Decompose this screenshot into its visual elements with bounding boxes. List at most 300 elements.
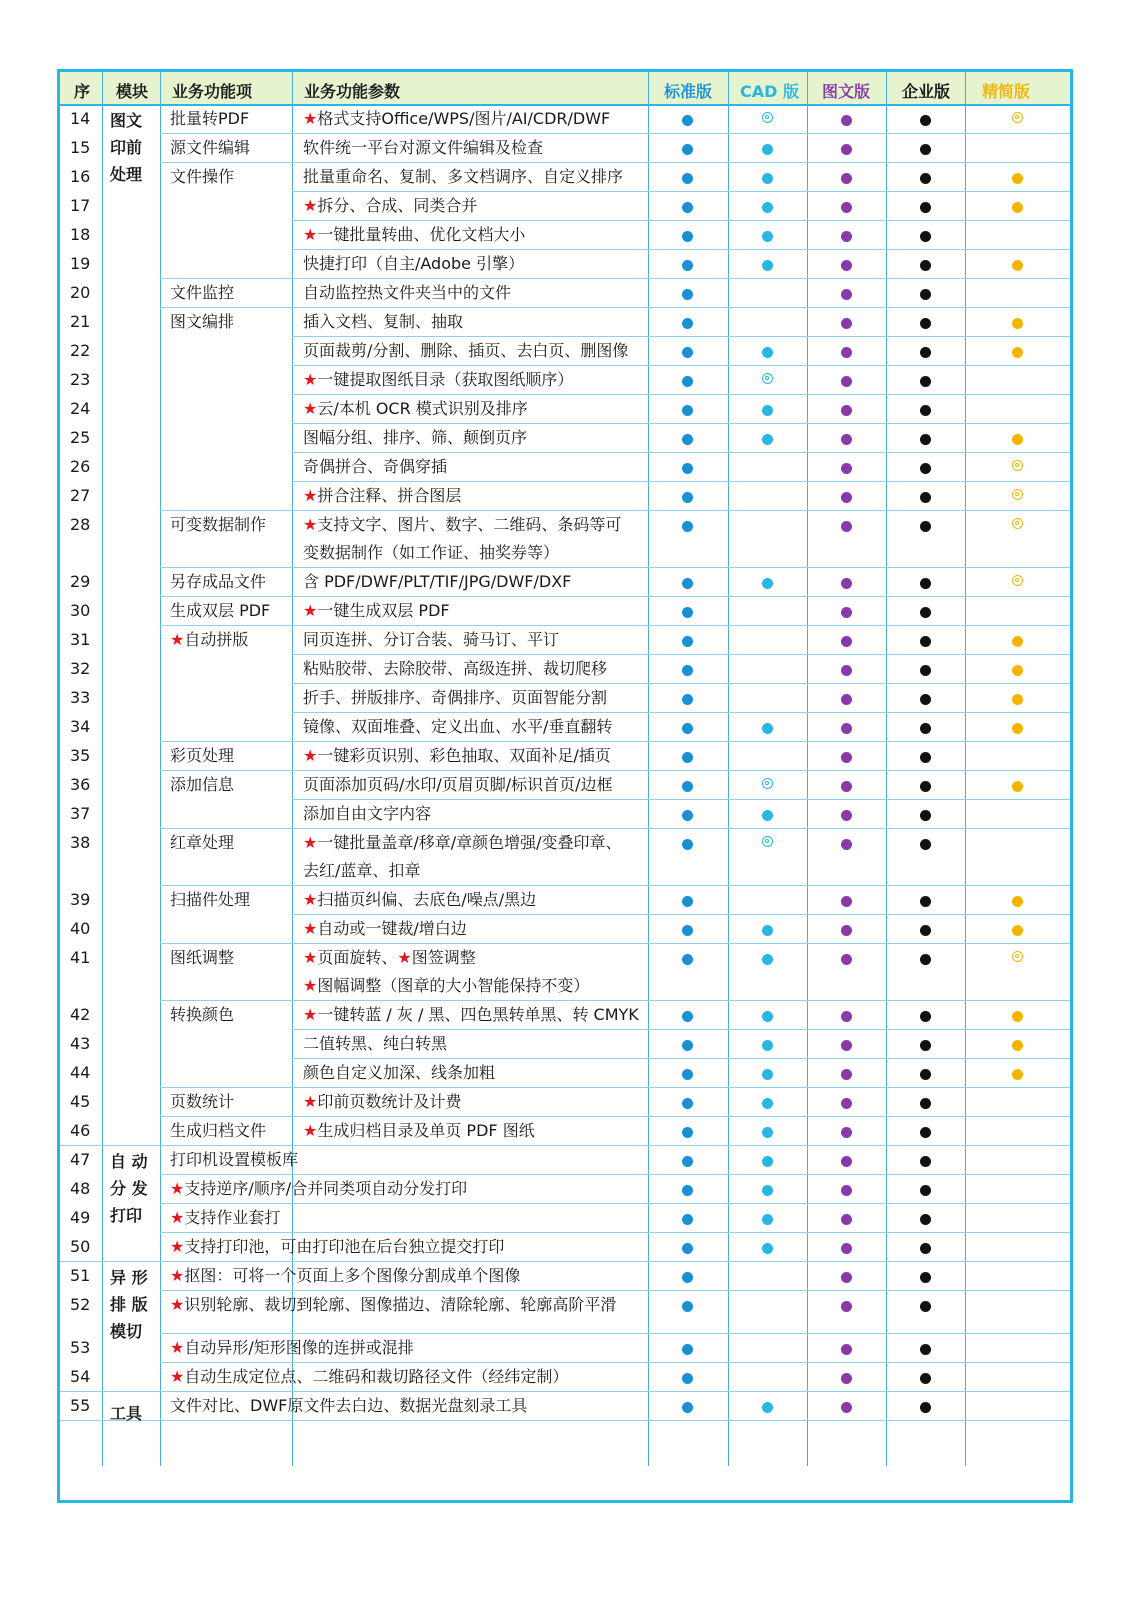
parameter-text: ★印前页数统计及计费 bbox=[303, 1092, 462, 1111]
edition-dot bbox=[1012, 318, 1023, 329]
edition-dot bbox=[682, 1098, 693, 1109]
edition-dot bbox=[682, 1185, 693, 1196]
edition-dot bbox=[841, 347, 852, 358]
edition-ring bbox=[1012, 460, 1023, 471]
edition-dot bbox=[762, 1098, 773, 1109]
edition-dot bbox=[1012, 434, 1023, 445]
edition-dot bbox=[841, 289, 852, 300]
header-edition-graphic: 图文版 bbox=[822, 82, 871, 101]
edition-dot bbox=[682, 1272, 693, 1283]
edition-dot bbox=[682, 1402, 693, 1413]
edition-dot bbox=[841, 896, 852, 907]
row-number: 35 bbox=[70, 746, 91, 765]
edition-dot bbox=[920, 492, 931, 503]
edition-ring bbox=[762, 373, 773, 384]
feature-label: ★抠图：可将一个页面上多个图像分割成单个图像 bbox=[170, 1266, 521, 1285]
row-divider bbox=[160, 133, 1070, 134]
feature-label: 可变数据制作 bbox=[170, 515, 267, 534]
edition-dot bbox=[920, 665, 931, 676]
feature-label: 生成双层 PDF bbox=[170, 601, 271, 620]
edition-dot bbox=[762, 1402, 773, 1413]
edition-dot bbox=[762, 1214, 773, 1225]
table-header bbox=[60, 72, 1070, 106]
edition-dot bbox=[682, 896, 693, 907]
edition-dot bbox=[762, 810, 773, 821]
parameter-text: ★拼合注释、拼合图层 bbox=[303, 486, 462, 505]
feature-label: 添加信息 bbox=[170, 775, 235, 794]
edition-dot bbox=[762, 1040, 773, 1051]
parameter-text: ★一键生成双层 PDF bbox=[303, 601, 450, 620]
feature-label: 彩页处理 bbox=[170, 746, 235, 765]
header-feature: 业务功能项 bbox=[172, 82, 253, 101]
row-number: 34 bbox=[70, 717, 91, 736]
edition-dot bbox=[682, 492, 693, 503]
edition-dot bbox=[682, 231, 693, 242]
feature-label: 批量转PDF bbox=[170, 109, 250, 128]
edition-dot bbox=[841, 463, 852, 474]
edition-dot bbox=[682, 839, 693, 850]
feature-label: 另存成品文件 bbox=[170, 572, 267, 591]
edition-dot bbox=[920, 463, 931, 474]
row-number: 46 bbox=[70, 1121, 91, 1140]
edition-dot bbox=[682, 1156, 693, 1167]
edition-dot bbox=[920, 694, 931, 705]
row-divider bbox=[160, 596, 1070, 597]
parameter-text: 含 PDF/DWF/PLT/TIF/JPG/DWF/DXF bbox=[303, 572, 572, 591]
edition-dot bbox=[682, 463, 693, 474]
parameter-text: ★支持文字、图片、数字、二维码、条码等可 变数据制作（如工作证、抽奖券等） bbox=[303, 515, 622, 562]
parameter-text: 奇偶拼合、奇偶穿插 bbox=[303, 457, 448, 476]
edition-dot bbox=[841, 260, 852, 271]
edition-dot bbox=[1012, 173, 1023, 184]
row-divider bbox=[160, 1203, 1070, 1204]
row-number: 42 bbox=[70, 1005, 91, 1024]
row-number: 48 bbox=[70, 1179, 91, 1198]
edition-dot bbox=[841, 925, 852, 936]
row-number: 41 bbox=[70, 948, 91, 967]
edition-dot bbox=[762, 1243, 773, 1254]
edition-dot bbox=[920, 289, 931, 300]
column-divider bbox=[965, 72, 966, 1466]
edition-dot bbox=[920, 144, 931, 155]
edition-dot bbox=[682, 1344, 693, 1355]
edition-dot bbox=[1012, 347, 1023, 358]
row-number: 18 bbox=[70, 225, 91, 244]
edition-dot bbox=[920, 1373, 931, 1384]
column-divider bbox=[807, 72, 808, 1466]
edition-dot bbox=[920, 752, 931, 763]
row-divider bbox=[60, 1420, 1070, 1421]
edition-dot bbox=[762, 173, 773, 184]
edition-dot bbox=[841, 1011, 852, 1022]
module-label: 工具 bbox=[110, 1404, 143, 1423]
edition-dot bbox=[762, 231, 773, 242]
edition-dot bbox=[1012, 260, 1023, 271]
parameter-text: ★云/本机 OCR 模式识别及排序 bbox=[303, 399, 528, 418]
edition-ring bbox=[1012, 951, 1023, 962]
edition-dot bbox=[682, 954, 693, 965]
edition-dot bbox=[920, 925, 931, 936]
edition-dot bbox=[841, 492, 852, 503]
header-edition-cad: CAD 版 bbox=[740, 82, 799, 101]
feature-label: 扫描件处理 bbox=[170, 890, 251, 909]
column-divider bbox=[648, 72, 649, 1466]
column-divider bbox=[102, 72, 103, 1466]
row-number: 49 bbox=[70, 1208, 91, 1227]
edition-dot bbox=[841, 1040, 852, 1051]
edition-dot bbox=[920, 1185, 931, 1196]
edition-dot bbox=[682, 434, 693, 445]
edition-dot bbox=[920, 1011, 931, 1022]
edition-ring bbox=[762, 836, 773, 847]
row-number: 40 bbox=[70, 919, 91, 938]
parameter-text: 同页连拼、分订合装、骑马订、平订 bbox=[303, 630, 560, 649]
row-number: 30 bbox=[70, 601, 91, 620]
feature-label: ★自动生成定位点、二维码和裁切路径文件（经纬定制） bbox=[170, 1367, 569, 1386]
row-number: 26 bbox=[70, 457, 91, 476]
edition-dot bbox=[841, 954, 852, 965]
parameter-text: ★拆分、合成、同类合并 bbox=[303, 196, 478, 215]
row-divider bbox=[160, 1232, 1070, 1233]
row-divider bbox=[60, 1261, 1070, 1262]
edition-dot bbox=[841, 173, 852, 184]
row-number: 22 bbox=[70, 341, 91, 360]
edition-dot bbox=[682, 144, 693, 155]
edition-dot bbox=[841, 231, 852, 242]
edition-dot bbox=[841, 405, 852, 416]
row-divider bbox=[160, 1333, 1070, 1334]
edition-dot bbox=[841, 1156, 852, 1167]
edition-dot bbox=[762, 925, 773, 936]
header-module: 模块 bbox=[116, 82, 149, 101]
edition-dot bbox=[920, 636, 931, 647]
edition-dot bbox=[920, 260, 931, 271]
feature-label: 打印机设置模板库 bbox=[170, 1150, 299, 1169]
feature-label: ★支持打印池，可由打印池在后台独立提交打印 bbox=[170, 1237, 505, 1256]
feature-label: 源文件编辑 bbox=[170, 138, 251, 157]
parameter-text: 镜像、双面堆叠、定义出血、水平/垂直翻转 bbox=[303, 717, 613, 736]
feature-label: ★识别轮廓、裁切到轮廓、图像描边、清除轮廓、轮廓高阶平滑 bbox=[170, 1295, 617, 1314]
row-divider bbox=[160, 1174, 1070, 1175]
row-number: 51 bbox=[70, 1266, 91, 1285]
edition-dot bbox=[841, 115, 852, 126]
edition-dot bbox=[841, 810, 852, 821]
edition-dot bbox=[682, 1301, 693, 1312]
edition-dot bbox=[762, 1011, 773, 1022]
parameter-text: ★扫描页纠偏、去底色/噪点/黑边 bbox=[303, 890, 537, 909]
edition-dot bbox=[1012, 202, 1023, 213]
parameter-text: 批量重命名、复制、多文档调序、自定义排序 bbox=[303, 167, 624, 186]
edition-dot bbox=[841, 839, 852, 850]
row-number: 15 bbox=[70, 138, 91, 157]
edition-dot bbox=[920, 810, 931, 821]
parameter-text: 自动监控热文件夹当中的文件 bbox=[303, 283, 512, 302]
edition-dot bbox=[920, 1301, 931, 1312]
edition-dot bbox=[920, 1243, 931, 1254]
module-label: 图文 印前 处理 bbox=[110, 111, 143, 184]
header-edition-enterprise: 企业版 bbox=[902, 82, 951, 101]
parameter-text: 颜色自定义加深、线条加粗 bbox=[303, 1063, 496, 1082]
edition-dot bbox=[841, 318, 852, 329]
edition-dot bbox=[920, 578, 931, 589]
edition-dot bbox=[841, 1127, 852, 1138]
edition-dot bbox=[682, 636, 693, 647]
row-number: 55 bbox=[70, 1396, 91, 1415]
edition-dot bbox=[682, 1243, 693, 1254]
edition-dot bbox=[682, 723, 693, 734]
row-number: 19 bbox=[70, 254, 91, 273]
edition-dot bbox=[920, 839, 931, 850]
edition-dot bbox=[841, 521, 852, 532]
edition-dot bbox=[682, 665, 693, 676]
edition-dot bbox=[920, 231, 931, 242]
edition-dot bbox=[1012, 723, 1023, 734]
row-number: 27 bbox=[70, 486, 91, 505]
edition-dot bbox=[920, 347, 931, 358]
row-divider bbox=[60, 1391, 1070, 1392]
row-number: 23 bbox=[70, 370, 91, 389]
edition-dot bbox=[762, 1156, 773, 1167]
row-divider bbox=[160, 1362, 1070, 1363]
edition-dot bbox=[1012, 694, 1023, 705]
row-number: 44 bbox=[70, 1063, 91, 1082]
edition-dot bbox=[920, 1069, 931, 1080]
feature-label: ★自动异形/矩形图像的连拼或混排 bbox=[170, 1338, 414, 1357]
edition-dot bbox=[841, 1373, 852, 1384]
edition-dot bbox=[682, 405, 693, 416]
parameter-text: 页面裁剪/分割、删除、插页、去白页、删图像 bbox=[303, 341, 629, 360]
edition-dot bbox=[920, 1402, 931, 1413]
row-divider bbox=[160, 1290, 1070, 1291]
row-number: 29 bbox=[70, 572, 91, 591]
feature-label: 文件对比、DWF原文件去白边、数据光盘刻录工具 bbox=[170, 1396, 528, 1415]
row-number: 24 bbox=[70, 399, 91, 418]
edition-dot bbox=[762, 723, 773, 734]
feature-label: 图文编排 bbox=[170, 312, 235, 331]
parameter-text: ★一键彩页识别、彩色抽取、双面补足/插页 bbox=[303, 746, 611, 765]
edition-dot bbox=[682, 347, 693, 358]
edition-dot bbox=[682, 752, 693, 763]
feature-label: 红章处理 bbox=[170, 833, 235, 852]
edition-dot bbox=[682, 202, 693, 213]
edition-dot bbox=[841, 694, 852, 705]
edition-dot bbox=[920, 521, 931, 532]
edition-dot bbox=[682, 289, 693, 300]
row-divider bbox=[160, 1087, 1070, 1088]
edition-dot bbox=[841, 665, 852, 676]
parameter-text: ★一键提取图纸目录（获取图纸顺序） bbox=[303, 370, 574, 389]
parameter-text: ★格式支持Office/WPS/图片/AI/CDR/DWF bbox=[303, 109, 611, 128]
row-number: 39 bbox=[70, 890, 91, 909]
edition-dot bbox=[1012, 636, 1023, 647]
row-number: 16 bbox=[70, 167, 91, 186]
edition-dot bbox=[762, 1127, 773, 1138]
edition-dot bbox=[1012, 665, 1023, 676]
row-number: 17 bbox=[70, 196, 91, 215]
row-number: 33 bbox=[70, 688, 91, 707]
row-number: 47 bbox=[70, 1150, 91, 1169]
parameter-text: ★页面旋转、★图签调整 ★图幅调整（图章的大小智能保持不变） bbox=[303, 948, 590, 995]
row-number: 20 bbox=[70, 283, 91, 302]
parameter-text: 折手、拼版排序、奇偶排序、页面智能分割 bbox=[303, 688, 608, 707]
edition-ring bbox=[1012, 112, 1023, 123]
edition-dot bbox=[682, 376, 693, 387]
parameter-text: 快捷打印（自主/Adobe 引擎） bbox=[303, 254, 525, 273]
edition-dot bbox=[682, 173, 693, 184]
edition-dot bbox=[841, 376, 852, 387]
edition-dot bbox=[920, 173, 931, 184]
row-number: 52 bbox=[70, 1295, 91, 1314]
row-divider bbox=[160, 307, 1070, 308]
edition-dot bbox=[682, 318, 693, 329]
row-divider bbox=[160, 278, 1070, 279]
edition-dot bbox=[682, 260, 693, 271]
edition-dot bbox=[920, 1127, 931, 1138]
row-divider bbox=[160, 943, 1070, 944]
edition-dot bbox=[841, 434, 852, 445]
edition-dot bbox=[762, 347, 773, 358]
edition-dot bbox=[920, 954, 931, 965]
edition-dot bbox=[1012, 1040, 1023, 1051]
edition-dot bbox=[920, 723, 931, 734]
feature-label: ★支持作业套打 bbox=[170, 1208, 281, 1227]
edition-dot bbox=[682, 1040, 693, 1051]
edition-dot bbox=[682, 781, 693, 792]
edition-dot bbox=[682, 925, 693, 936]
edition-dot bbox=[841, 1402, 852, 1413]
edition-dot bbox=[920, 1344, 931, 1355]
feature-label: 页数统计 bbox=[170, 1092, 235, 1111]
edition-dot bbox=[762, 260, 773, 271]
edition-dot bbox=[841, 607, 852, 618]
edition-ring bbox=[762, 112, 773, 123]
edition-dot bbox=[1012, 925, 1023, 936]
column-divider bbox=[728, 72, 729, 1466]
row-divider bbox=[160, 885, 1070, 886]
edition-dot bbox=[1012, 1011, 1023, 1022]
edition-dot bbox=[682, 694, 693, 705]
row-number: 54 bbox=[70, 1367, 91, 1386]
edition-dot bbox=[841, 1069, 852, 1080]
parameter-text: 软件统一平台对源文件编辑及检查 bbox=[303, 138, 544, 157]
edition-dot bbox=[841, 723, 852, 734]
row-number: 31 bbox=[70, 630, 91, 649]
edition-dot bbox=[1012, 1069, 1023, 1080]
edition-dot bbox=[920, 1098, 931, 1109]
feature-label: 转换颜色 bbox=[170, 1005, 235, 1024]
feature-label: 文件监控 bbox=[170, 283, 235, 302]
feature-label: 文件操作 bbox=[170, 167, 235, 186]
edition-dot bbox=[920, 1156, 931, 1167]
edition-dot bbox=[762, 1185, 773, 1196]
edition-dot bbox=[762, 434, 773, 445]
row-divider bbox=[160, 770, 1070, 771]
edition-dot bbox=[841, 1098, 852, 1109]
column-divider bbox=[886, 72, 887, 1466]
edition-ring bbox=[1012, 575, 1023, 586]
edition-dot bbox=[841, 1344, 852, 1355]
parameter-text: ★生成归档目录及单页 PDF 图纸 bbox=[303, 1121, 535, 1140]
edition-dot bbox=[682, 1214, 693, 1225]
feature-label: ★自动拼版 bbox=[170, 630, 249, 649]
edition-ring bbox=[1012, 489, 1023, 500]
row-number: 53 bbox=[70, 1338, 91, 1357]
column-divider bbox=[160, 72, 161, 1466]
edition-dot bbox=[682, 810, 693, 821]
edition-dot bbox=[920, 376, 931, 387]
edition-ring bbox=[762, 778, 773, 789]
row-divider bbox=[160, 567, 1070, 568]
parameter-text: ★一键批量盖章/移章/章颜色增强/变叠印章、 去红/蓝章、扣章 bbox=[303, 833, 622, 880]
edition-dot bbox=[682, 578, 693, 589]
edition-dot bbox=[682, 607, 693, 618]
edition-dot bbox=[920, 781, 931, 792]
header-seq: 序 bbox=[74, 82, 91, 101]
edition-dot bbox=[920, 1214, 931, 1225]
feature-label: 图纸调整 bbox=[170, 948, 235, 967]
edition-dot bbox=[841, 636, 852, 647]
edition-dot bbox=[841, 1185, 852, 1196]
feature-label: 生成归档文件 bbox=[170, 1121, 267, 1140]
edition-dot bbox=[920, 434, 931, 445]
edition-dot bbox=[920, 896, 931, 907]
edition-dot bbox=[841, 781, 852, 792]
row-number: 37 bbox=[70, 804, 91, 823]
header-edition-lite: 精简版 bbox=[982, 82, 1031, 101]
row-number: 21 bbox=[70, 312, 91, 331]
parameter-text: 插入文档、复制、抽取 bbox=[303, 312, 464, 331]
edition-dot bbox=[920, 115, 931, 126]
edition-dot bbox=[682, 1127, 693, 1138]
row-number: 25 bbox=[70, 428, 91, 447]
edition-dot bbox=[920, 607, 931, 618]
edition-dot bbox=[1012, 896, 1023, 907]
parameter-text: 页面添加页码/水印/页眉页脚/标识首页/边框 bbox=[303, 775, 613, 794]
header-param: 业务功能参数 bbox=[304, 82, 401, 101]
edition-dot bbox=[841, 1301, 852, 1312]
edition-dot bbox=[762, 144, 773, 155]
edition-dot bbox=[762, 1069, 773, 1080]
row-number: 50 bbox=[70, 1237, 91, 1256]
parameter-text: 二值转黑、纯白转黑 bbox=[303, 1034, 448, 1053]
parameter-text: ★自动或一键裁/增白边 bbox=[303, 919, 467, 938]
edition-dot bbox=[841, 1243, 852, 1254]
edition-dot bbox=[682, 115, 693, 126]
row-number: 38 bbox=[70, 833, 91, 852]
edition-ring bbox=[1012, 518, 1023, 529]
edition-dot bbox=[841, 578, 852, 589]
edition-dot bbox=[841, 202, 852, 213]
edition-dot bbox=[762, 202, 773, 213]
feature-label: ★支持逆序/顺序/合并同类项自动分发打印 bbox=[170, 1179, 468, 1198]
edition-dot bbox=[920, 202, 931, 213]
edition-dot bbox=[920, 405, 931, 416]
edition-dot bbox=[920, 1040, 931, 1051]
feature-table bbox=[57, 69, 1073, 1503]
edition-dot bbox=[920, 1272, 931, 1283]
row-number: 45 bbox=[70, 1092, 91, 1111]
row-divider bbox=[160, 625, 1070, 626]
edition-dot bbox=[682, 1011, 693, 1022]
header-edition-standard: 标准版 bbox=[664, 82, 713, 101]
edition-dot bbox=[920, 318, 931, 329]
row-number: 32 bbox=[70, 659, 91, 678]
edition-dot bbox=[762, 578, 773, 589]
edition-dot bbox=[1012, 781, 1023, 792]
edition-dot bbox=[762, 405, 773, 416]
row-number: 36 bbox=[70, 775, 91, 794]
edition-dot bbox=[841, 752, 852, 763]
